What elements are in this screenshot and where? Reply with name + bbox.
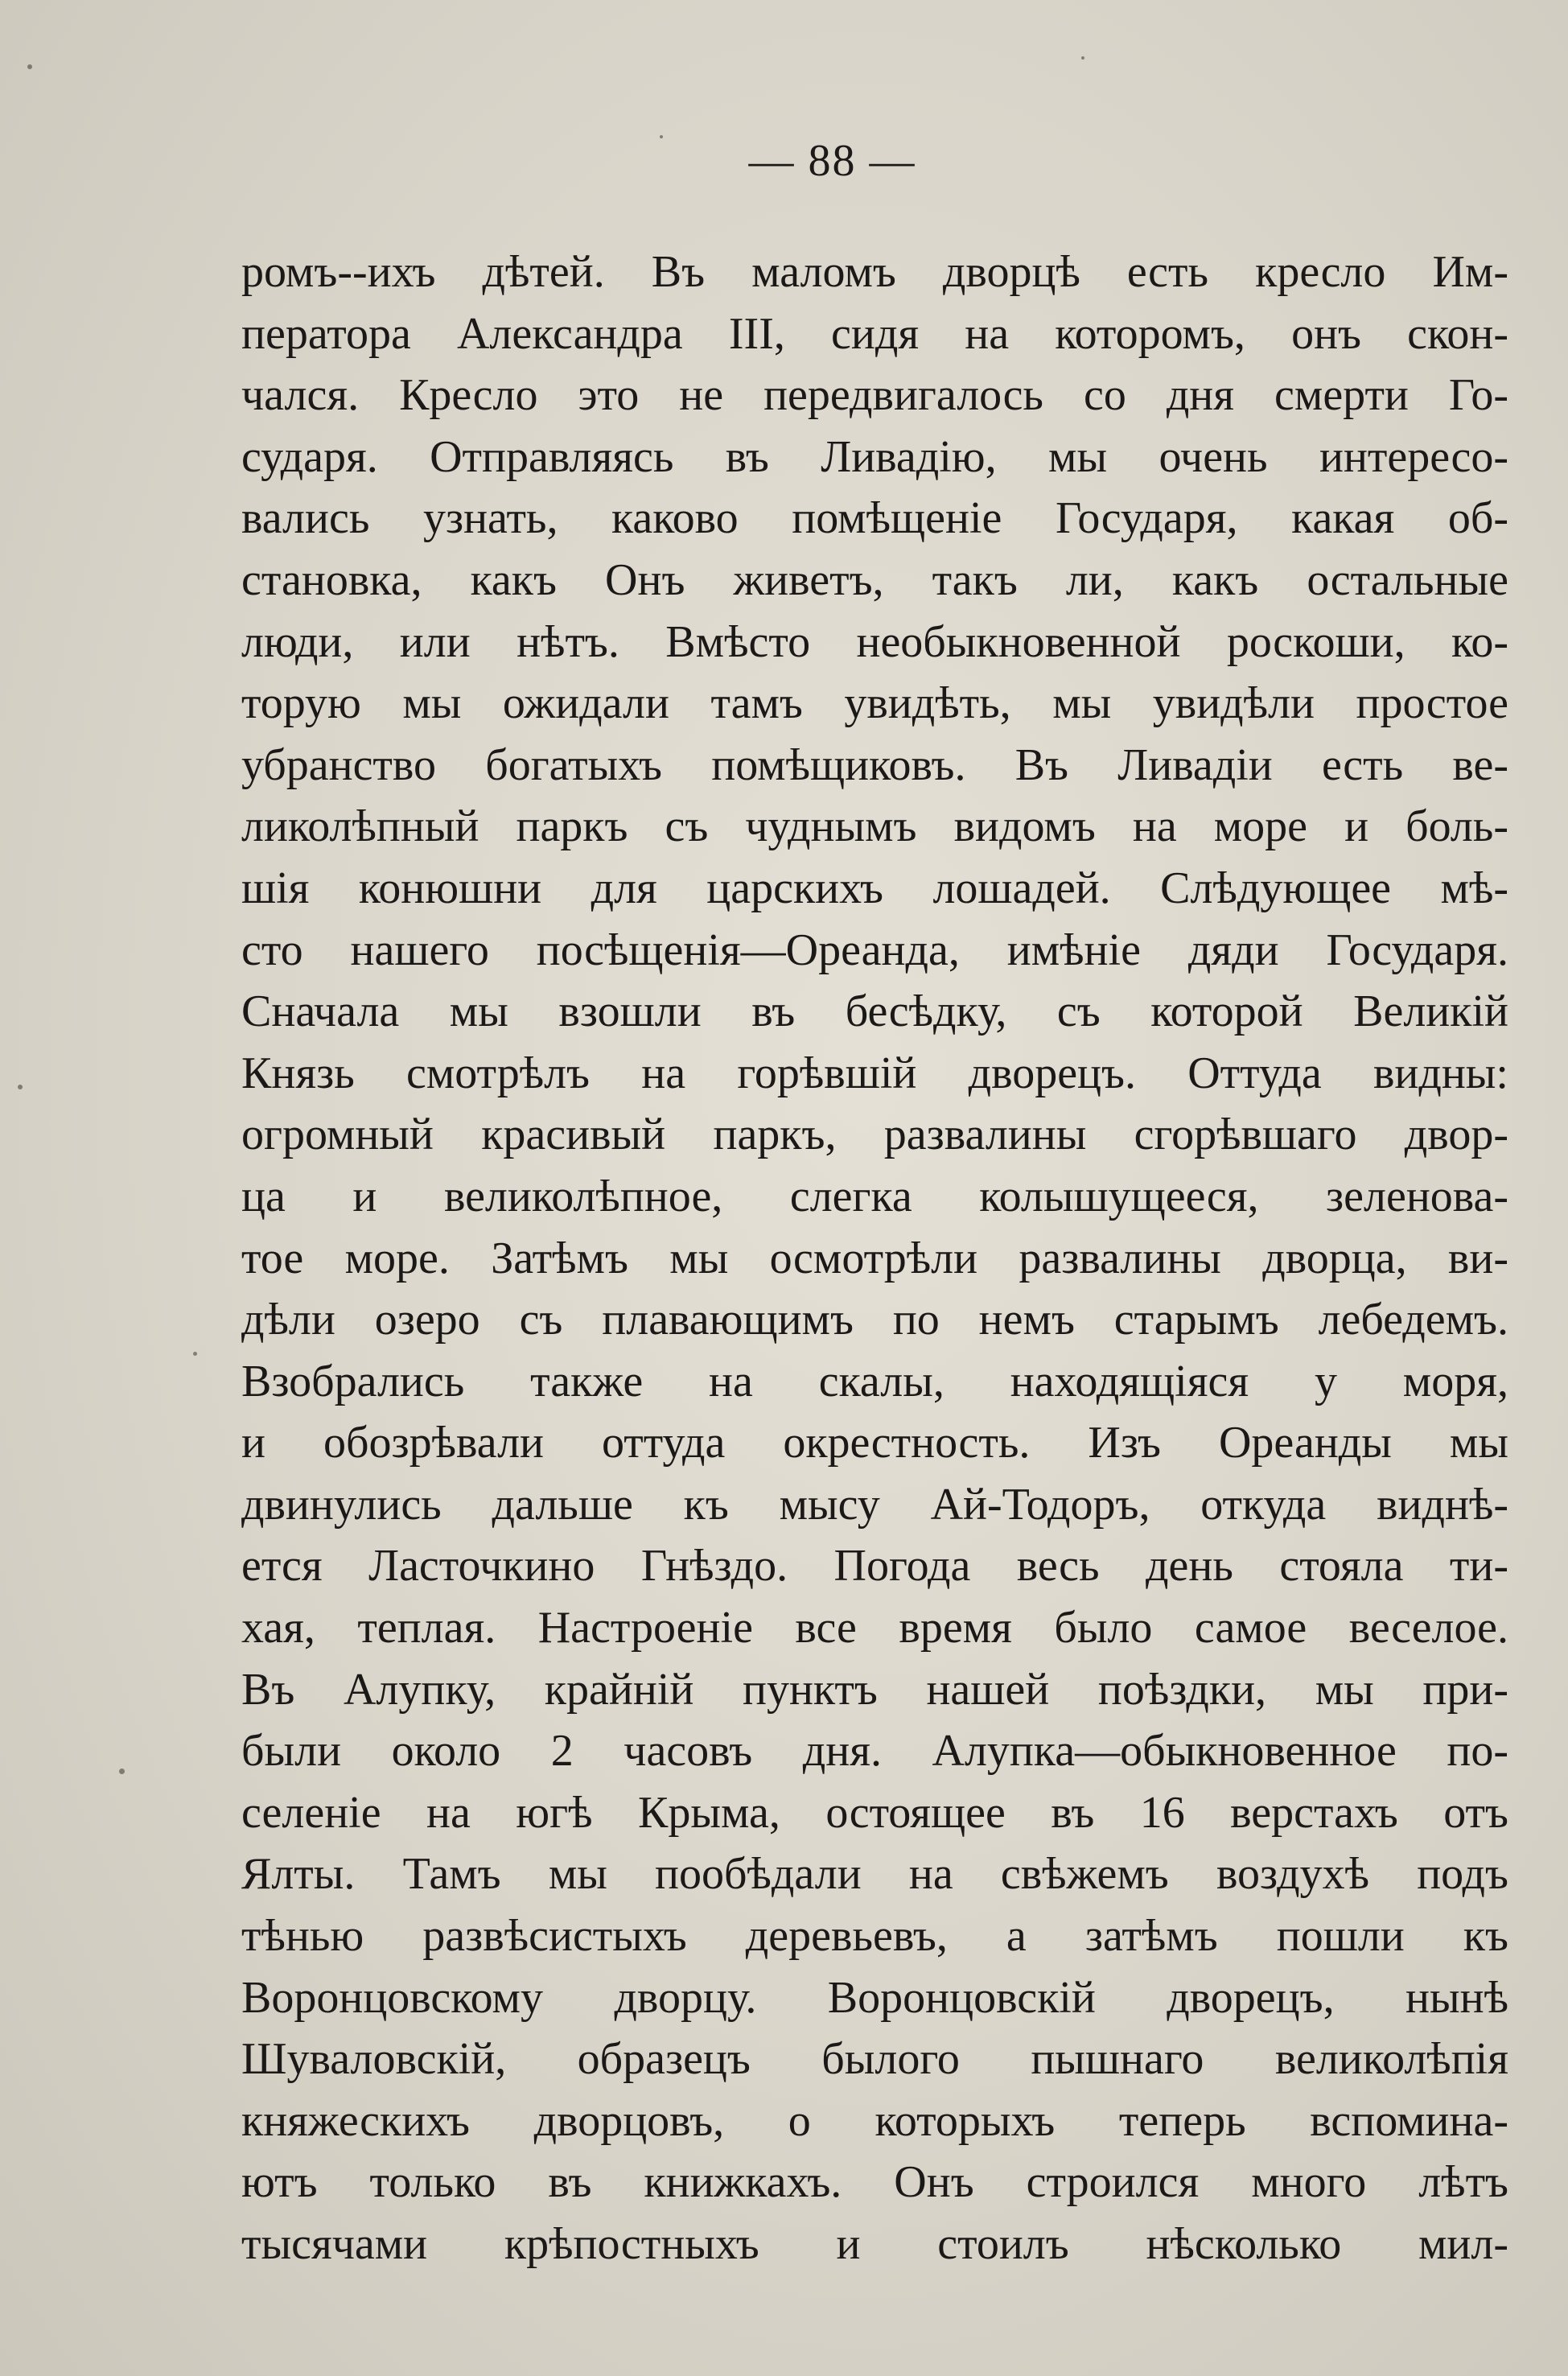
paper-speck	[660, 135, 663, 138]
text-line: Воронцовскому дворцу. Воронцовскій дворецъ, нынѣ	[241, 1972, 1508, 2023]
text-line: были около 2 часовъ дня. Алупка—обыкновенное по-	[241, 1726, 1508, 1777]
paper-speck	[119, 1769, 125, 1774]
body-text	[241, 241, 1508, 2275]
paper-speck	[193, 1352, 197, 1356]
text-line: селеніе на югѣ Крыма, остоящее въ 16 верстахъ отъ	[241, 1787, 1508, 1838]
page-number: — 88 —	[748, 136, 916, 186]
text-line: ютъ только въ книжкахъ. Онъ строился много лѣтъ	[241, 2157, 1508, 2208]
paper-speck	[18, 1085, 23, 1089]
text-line: шія конюшни для царскихъ лошадей. Слѣдующее мѣ-	[241, 863, 1508, 913]
text-line: сударя. Отправляясь въ Ливадію, мы очень интересо-	[241, 431, 1508, 482]
text-line: тысячами крѣпостныхъ и стоилъ нѣсколько мил-	[241, 2219, 1508, 2269]
paper-speck	[1081, 56, 1084, 60]
text-line: ется Ласточкино Гнѣздо. Погода весь день стояла ти-	[241, 1541, 1508, 1592]
text-line: дѣли озеро съ плавающимъ по немъ старымъ лебедемъ.	[241, 1295, 1508, 1345]
text-line: княжескихъ дворцовъ, о которыхъ теперь вспомина-	[241, 2095, 1508, 2146]
text-line: тѣнью развѣсистыхъ деревьевъ, а затѣмъ пошли къ	[241, 1911, 1508, 1962]
text-line: и обозрѣвали оттуда окрестность. Изъ Ореанды мы	[241, 1418, 1508, 1468]
text-line: Князь смотрѣлъ на горѣвшій дворецъ. Оттуда видны:	[241, 1048, 1508, 1098]
text-line: ца и великолѣпное, слегка колышущееся, зеленова-	[241, 1171, 1508, 1221]
text-line: торую мы ожидали тамъ увидѣть, мы увидѣли простое	[241, 678, 1508, 729]
text-line: хая, теплая. Настроеніе все время было самое веселое.	[241, 1603, 1508, 1653]
text-line: Взобрались также на скалы, находящіяся у моря,	[241, 1356, 1508, 1406]
text-line: ромъ--ихъ дѣтей. Въ маломъ дворцѣ есть кресло Им-	[241, 247, 1508, 297]
text-line: вались узнать, каково помѣщеніе Государя, какая об-	[241, 493, 1508, 544]
text-line: Шуваловскій, образецъ былого пышнаго великолѣпія	[241, 2034, 1508, 2085]
text-line: люди, или нѣтъ. Вмѣсто необыкновенной роскоши, ко-	[241, 616, 1508, 667]
text-line: убранство богатыхъ помѣщиковъ. Въ Ливадіи есть ве-	[241, 739, 1508, 790]
text-line: сто нашего посѣщенія—Ореанда, имѣніе дяди Государя.	[241, 924, 1508, 975]
text-line: тое море. Затѣмъ мы осмотрѣли развалины дворца, ви-	[241, 1233, 1508, 1283]
text-line: двинулись дальше къ мысу Ай-Тодоръ, откуда виднѣ-	[241, 1479, 1508, 1530]
text-line: огромный красивый паркъ, развалины сгорѣвшаго двор-	[241, 1110, 1508, 1160]
text-line: Ялты. Тамъ мы пообѣдали на свѣжемъ воздухѣ подъ	[241, 1849, 1508, 1900]
text-line: чался. Кресло это не передвигалось со дня смерти Го-	[241, 370, 1508, 421]
text-line: ператора Александра III, сидя на которомъ, онъ скон-	[241, 308, 1508, 359]
text-line: становка, какъ Онъ живетъ, такъ ли, какъ остальные	[241, 554, 1508, 605]
text-line: Сначала мы взошли въ бесѣдку, съ которой Великій	[241, 986, 1508, 1037]
text-line: Въ Алупку, крайній пунктъ нашей поѣздки, мы при-	[241, 1664, 1508, 1715]
text-line: ликолѣпный паркъ съ чуднымъ видомъ на море и боль-	[241, 801, 1508, 852]
paper-speck	[27, 64, 32, 69]
